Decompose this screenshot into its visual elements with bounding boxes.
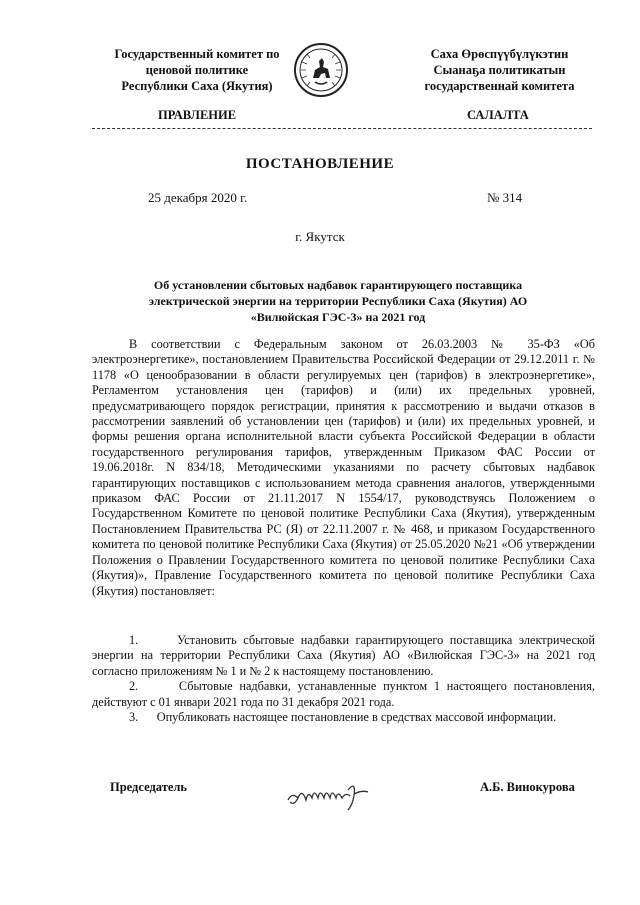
- header-left-line-1: Государственный комитет по: [114, 47, 280, 61]
- resolution-items: [92, 633, 595, 725]
- item-number: 2.: [129, 679, 139, 694]
- handwritten-signature: [282, 776, 392, 816]
- signature-position: Председатель: [110, 780, 188, 794]
- header-divider: [92, 128, 592, 129]
- resolution-item: [92, 710, 595, 725]
- document-title: ПОСТАНОВЛЕНИЕ: [245, 156, 395, 172]
- item-number: 1.: [129, 633, 139, 647]
- resolution-item: [92, 633, 595, 679]
- header-right-department: САЛАЛТА: [467, 108, 529, 122]
- item-text: Опубликовать настоящее постановление в средствах массовой информации.: [156, 710, 557, 725]
- header-left-line-2: ценовой политике: [145, 63, 249, 77]
- subject-line-3: «Вилюйская ГЭС-3» на 2021 год: [250, 310, 426, 324]
- document-city: г. Якутск: [295, 229, 345, 244]
- document-subject: [100, 277, 576, 325]
- coat-of-arms-icon: [293, 42, 349, 98]
- document-preamble: [92, 337, 595, 599]
- header-left-department: ПРАВЛЕНИЕ: [158, 108, 237, 122]
- document-date: 25 декабря 2020 г.: [148, 190, 248, 205]
- preamble-text: В соответствии с Федеральным законом от 26.03.2003 № 35-ФЗ «Об электроэнергетике», постановлением Правительства Российской Федерации от 29.12.2011 г. № 1178 «О ценообразовании в области регулируемых цен (тарифов) в электроэнергетике», Регламентом установления цен (тарифов) и (или) их предельных уровней, предусматривающего порядок регистрации, принятия к рассмотрению и выдачи отказов в рассмотрении заявлений об установлении цен (тарифов) и (или) их предельных уровней, и формы решения органа исполнительной власти субъекта Российской Федерации в области государственного регулирования тарифов, утвержденным Приказом ФАС России от 19.06.2018г. N 834/18, Методическими указаниями по расчету сбытовых надбавок гарантирующих поставщиков с использованием метода сравнения аналогов, утвержденными приказом ФАС России от 21.11.2017 N 1554/17, руководствуясь Положением о Государственном Комитете по ценовой политике Республики Саха (Якутия), утвержденным Постановлением Правительства РС (Я) от 22.11.2007 г. № 468, и приказом Государственного комитета по ценовой политике Республики Саха (Якутия) от 25.05.2020 №21 «Об утверждении Положения о Правлении Государственного комитета по ценовой политике Республики Саха (Якутия)», Правление Государственного комитета по ценовой политике Республики Саха (Якутия) постановляет:: [92, 337, 595, 598]
- item-number: 3.: [129, 710, 139, 725]
- document-number: № 314: [487, 190, 523, 205]
- item-text: Установить сбытовые надбавки гарантирующего поставщика электрической энергии на территории Республики Саха (Якутия) АО «Вилюйская ГЭС-3» на 2021 год согласно приложениям № 1 и № 2 к настоящему постановлению.: [92, 633, 596, 678]
- subject-line-1: Об установлении сбытовых надбавок гарантирующего поставщика: [153, 278, 523, 292]
- resolution-item: [92, 679, 595, 710]
- header-left-org: [92, 46, 302, 94]
- header-right-line-3: государственнай комитета: [424, 79, 575, 93]
- item-text: Сбытовые надбавки, устанавленные пунктом 1 настоящего постановления, действуют с 01 январи 2021 года по 31 декабря 2021 года.: [92, 679, 595, 709]
- header-right-org: [392, 46, 607, 94]
- subject-line-2: электрической энергии на территории Республики Саха (Якутия) АО: [148, 294, 528, 308]
- header-left-line-3: Республики Саха (Якутия): [121, 79, 273, 93]
- header-right-line-2: Сыанаҕа политикатын: [433, 63, 566, 77]
- header-right-line-1: Саха Өрөспүүбүлүкэтин: [430, 47, 569, 61]
- signature-name: А.Б. Винокурова: [480, 780, 575, 794]
